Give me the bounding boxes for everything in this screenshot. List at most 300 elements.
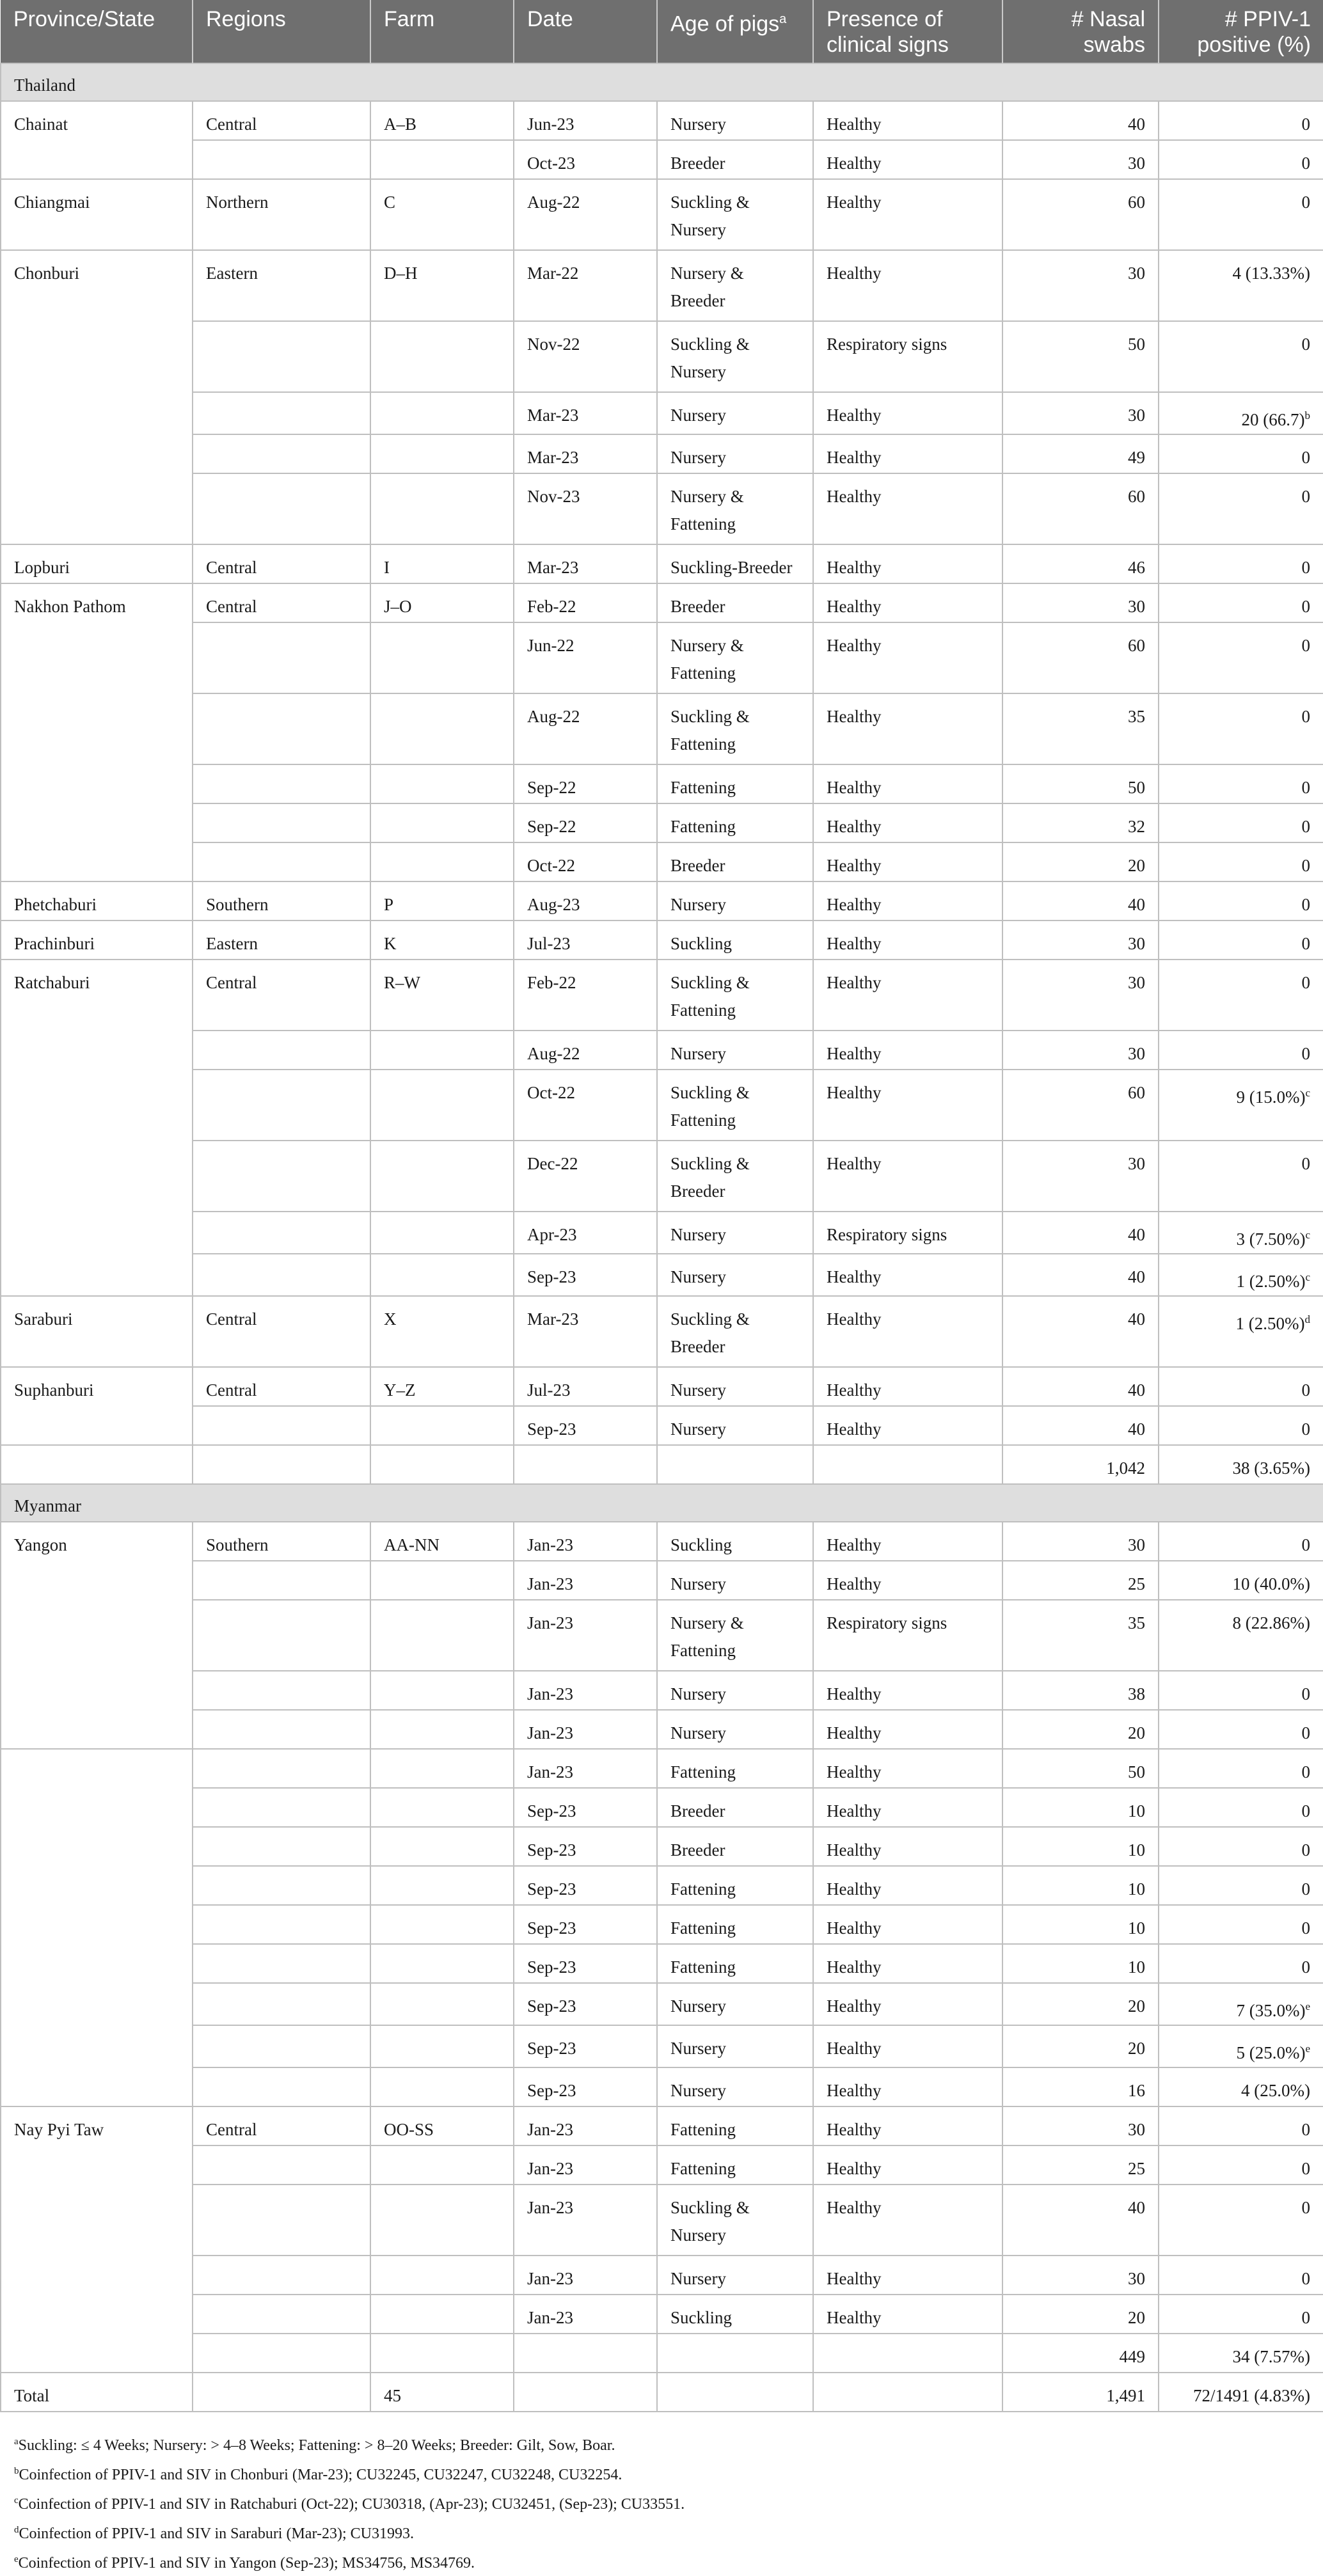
nasal-swabs-cell: 30 [1002,583,1159,622]
table-row [1,1212,1323,1254]
header-age [657,0,813,63]
farm-cell [370,1254,514,1296]
nasal-swabs-cell: 49 [1002,434,1159,473]
footnotes [0,2412,1323,2576]
farm-cell [370,1031,514,1070]
ppiv-positive-cell: 0 [1159,881,1323,921]
age-cell: Suckling & Fattening [657,960,813,1031]
clinical-signs-cell: Healthy [813,1983,1002,2025]
ppiv-positive-cell: 0 [1159,434,1323,473]
ppiv-positive-cell [1159,392,1323,434]
header-date: Date [514,0,657,63]
age-cell: Suckling [657,921,813,960]
age-cell: Suckling [657,1522,813,1561]
province-cell [1,1445,193,1484]
age-cell [657,2334,813,2373]
province-cell [1,140,193,179]
ppiv-positive-cell: 0 [1159,1671,1323,1710]
region-cell [193,1983,370,2025]
date-cell: Sep-22 [514,764,657,803]
ppiv-positive-cell: 0 [1159,960,1323,1031]
farm-cell [370,2145,514,2185]
ppiv-positive-cell: 0 [1159,2295,1323,2334]
ppiv-positive-cell: 0 [1159,1031,1323,1070]
province-cell: Phetchaburi [1,881,193,921]
clinical-signs-cell: Healthy [813,2025,1002,2067]
table-row [1,1671,1323,1710]
clinical-signs-cell: Healthy [813,583,1002,622]
province-cell [1,392,193,434]
nasal-swabs-cell: 30 [1002,140,1159,179]
farm-cell: OO-SS [370,2106,514,2145]
date-cell: Jan-23 [514,1522,657,1561]
farm-cell [370,1212,514,1254]
farm-cell [370,2185,514,2256]
clinical-signs-cell: Healthy [813,1031,1002,1070]
age-cell: Nursery [657,881,813,921]
region-cell [193,1788,370,1827]
table-row [1,1070,1323,1141]
total-region-cell [193,2373,370,2412]
age-cell: Nursery [657,1671,813,1710]
region-cell [193,321,370,392]
footnote [14,2488,1309,2517]
age-cell: Suckling [657,2295,813,2334]
nasal-swabs-cell: 50 [1002,764,1159,803]
clinical-signs-cell: Healthy [813,693,1002,764]
table-row [1,321,1323,392]
nasal-swabs-cell: 40 [1002,1254,1159,1296]
province-cell [1,1561,193,1600]
province-cell [1,1600,193,1671]
region-cell [193,2185,370,2256]
age-cell: Nursery [657,1561,813,1600]
ppiv-positive-cell: 0 [1159,1367,1323,1406]
ppiv-positive-cell: 0 [1159,1827,1323,1866]
table-row [1,392,1323,434]
clinical-signs-cell [813,1445,1002,1484]
footnote-mark: d [14,2525,19,2535]
region-cell [193,1827,370,1866]
region-cell [193,1600,370,1671]
date-cell: Jan-23 [514,2185,657,2256]
province-cell: Ratchaburi [1,960,193,1031]
clinical-signs-cell: Healthy [813,1905,1002,1944]
ppiv-positive-cell: 0 [1159,803,1323,842]
nasal-swabs-cell: 30 [1002,250,1159,321]
age-cell: Nursery [657,1254,813,1296]
province-cell [1,1031,193,1070]
ppiv-positive-cell [1159,1983,1323,2025]
farm-cell [370,2334,514,2373]
date-cell: Mar-22 [514,250,657,321]
table-row [1,2025,1323,2067]
region-cell [193,2334,370,2373]
header-age-label: Age of pigs [670,12,780,36]
header-province: Province/State [1,0,193,63]
nasal-swabs-cell: 40 [1002,1296,1159,1367]
clinical-signs-cell: Healthy [813,1254,1002,1296]
ppiv-positive-cell: 0 [1159,583,1323,622]
region-cell [193,764,370,803]
nasal-swabs-cell: 10 [1002,1944,1159,1983]
province-cell [1,434,193,473]
table-row [1,960,1323,1031]
age-cell: Suckling & Fattening [657,693,813,764]
region-cell: Southern [193,881,370,921]
region-cell: Northern [193,179,370,250]
table-row [1,1561,1323,1600]
region-cell: Eastern [193,250,370,321]
ppiv-positive-cell: 0 [1159,1866,1323,1905]
date-cell: Feb-22 [514,960,657,1031]
region-cell [193,2145,370,2185]
total-row [1,2373,1323,2412]
age-cell: Nursery [657,101,813,140]
age-cell: Fattening [657,803,813,842]
age-cell: Nursery [657,2067,813,2106]
province-cell [1,2145,193,2185]
date-cell: Jan-23 [514,1561,657,1600]
clinical-signs-cell: Healthy [813,960,1002,1031]
farm-cell [370,140,514,179]
nasal-swabs-cell: 30 [1002,2106,1159,2145]
clinical-signs-cell: Healthy [813,101,1002,140]
age-cell: Breeder [657,583,813,622]
table-row [1,1406,1323,1445]
table-row [1,1445,1323,1484]
age-cell: Nursery & Fattening [657,473,813,544]
nasal-swabs-cell: 60 [1002,622,1159,693]
date-cell: Nov-23 [514,473,657,544]
age-cell: Breeder [657,140,813,179]
age-cell: Nursery [657,1212,813,1254]
positive-value: 20 (66.7) [1241,410,1305,429]
region-cell: Central [193,583,370,622]
nasal-swabs-cell: 30 [1002,1522,1159,1561]
farm-cell [370,1141,514,1212]
farm-cell [370,1070,514,1141]
farm-cell [370,1788,514,1827]
farm-cell: C [370,179,514,250]
province-cell [1,1944,193,1983]
table-row [1,1141,1323,1212]
total-clinical-signs-cell [813,2373,1002,2412]
nasal-swabs-cell: 25 [1002,2145,1159,2185]
header-row [1,0,1323,63]
age-cell: Fattening [657,2145,813,2185]
clinical-signs-cell: Healthy [813,1866,1002,1905]
footnote-mark: c [1305,1087,1310,1099]
province-cell [1,1827,193,1866]
age-cell: Suckling & Nursery [657,179,813,250]
positive-value: 1 (2.50%) [1235,1314,1305,1333]
clinical-signs-cell: Healthy [813,1671,1002,1710]
farm-cell: R–W [370,960,514,1031]
farm-cell [370,1749,514,1788]
clinical-signs-cell: Healthy [813,473,1002,544]
farm-cell [370,434,514,473]
province-cell: Lopburi [1,544,193,583]
date-cell: Jul-23 [514,1367,657,1406]
date-cell: Sep-23 [514,1788,657,1827]
farm-cell [370,764,514,803]
farm-cell: I [370,544,514,583]
region-cell [193,2067,370,2106]
province-cell: Nay Pyi Taw [1,2106,193,2145]
age-cell: Nursery & Fattening [657,622,813,693]
age-cell [657,1445,813,1484]
ppiv-positive-cell: 4 (13.33%) [1159,250,1323,321]
age-cell: Nursery [657,1367,813,1406]
province-cell [1,1866,193,1905]
footnote-mark: e [1305,2043,1310,2055]
date-cell: Sep-23 [514,1406,657,1445]
clinical-signs-cell: Healthy [813,764,1002,803]
clinical-signs-cell: Healthy [813,881,1002,921]
age-cell: Nursery [657,2256,813,2295]
farm-cell [370,1561,514,1600]
farm-cell: AA-NN [370,1522,514,1561]
date-cell: Jan-23 [514,2145,657,2185]
ppiv-positive-cell: 10 (40.0%) [1159,1561,1323,1600]
table-row [1,101,1323,140]
table-row [1,842,1323,881]
ppiv-positive-cell: 0 [1159,2145,1323,2185]
total-nasal-swabs-cell: 1,491 [1002,2373,1159,2412]
province-cell [1,1749,193,1788]
footnote [14,2429,1309,2458]
region-cell [193,803,370,842]
table-row [1,1254,1323,1296]
clinical-signs-cell: Healthy [813,1710,1002,1749]
date-cell: Aug-22 [514,1031,657,1070]
clinical-signs-cell: Healthy [813,1406,1002,1445]
date-cell: Jan-23 [514,1710,657,1749]
farm-cell [370,842,514,881]
region-cell: Southern [193,1522,370,1561]
footnote-text: Coinfection of PPIV-1 and SIV in Chonburi (Mar-23); CU32245, CU32247, CU32248, CU32254. [19,2467,622,2483]
table-row [1,2067,1323,2106]
date-cell: Oct-23 [514,140,657,179]
table-row [1,1296,1323,1367]
ppiv-positive-cell [1159,2025,1323,2067]
age-cell: Nursery [657,392,813,434]
footnote-text: Coinfection of PPIV-1 and SIV in Ratchaburi (Oct-22); CU30318, (Apr-23); CU32451, (Sep-23); CU33551. [18,2496,685,2513]
footnote-mark: d [1304,1313,1310,1325]
nasal-swabs-cell: 1,042 [1002,1445,1159,1484]
age-cell: Fattening [657,1866,813,1905]
farm-cell: A–B [370,101,514,140]
footnote-mark: e [14,2554,19,2564]
total-province-cell: Total [1,2373,193,2412]
nasal-swabs-cell: 32 [1002,803,1159,842]
province-cell [1,1983,193,2025]
clinical-signs-cell: Healthy [813,1367,1002,1406]
footnote-mark: a [14,2437,19,2447]
header-nasal-swabs: # Nasal swabs [1002,0,1159,63]
age-cell: Fattening [657,1944,813,1983]
clinical-signs-cell: Healthy [813,2256,1002,2295]
farm-cell [370,1944,514,1983]
farm-cell [370,2025,514,2067]
section-label: Myanmar [1,1484,1323,1522]
table-row [1,434,1323,473]
region-cell: Central [193,1367,370,1406]
header-regions: Regions [193,0,370,63]
region-cell: Central [193,544,370,583]
ppiv-positive-cell: 0 [1159,842,1323,881]
clinical-signs-cell: Healthy [813,140,1002,179]
farm-cell [370,1600,514,1671]
footnote-mark: b [1304,409,1310,422]
clinical-signs-cell: Respiratory signs [813,1212,1002,1254]
nasal-swabs-cell: 16 [1002,2067,1159,2106]
region-cell [193,434,370,473]
clinical-signs-cell: Healthy [813,1749,1002,1788]
province-cell [1,1254,193,1296]
farm-cell [370,1905,514,1944]
farm-cell: P [370,881,514,921]
table-row [1,1710,1323,1749]
region-cell [193,1671,370,1710]
table-row [1,544,1323,583]
footnote-text: Suckling: ≤ 4 Weeks; Nursery: > 4–8 Weeks; Fattening: > 8–20 Weeks; Breeder: Gilt, Sow, Boar. [18,2437,615,2454]
date-cell: Jan-23 [514,1600,657,1671]
age-cell: Suckling & Nursery [657,2185,813,2256]
age-cell: Fattening [657,1749,813,1788]
total-age-cell [657,2373,813,2412]
table-row [1,1749,1323,1788]
province-cell: Prachinburi [1,921,193,960]
positive-value: 7 (35.0%) [1236,2001,1306,2020]
nasal-swabs-cell: 20 [1002,842,1159,881]
age-cell: Breeder [657,842,813,881]
footnote-mark: c [1305,1271,1310,1283]
date-cell [514,2334,657,2373]
footnote [14,2547,1309,2576]
region-cell [193,1710,370,1749]
region-cell [193,1749,370,1788]
date-cell: Jan-23 [514,1749,657,1788]
date-cell: Jan-23 [514,2295,657,2334]
age-cell: Suckling & Nursery [657,321,813,392]
date-cell: Jun-22 [514,622,657,693]
date-cell: Mar-23 [514,434,657,473]
clinical-signs-cell: Healthy [813,434,1002,473]
region-cell [193,1141,370,1212]
farm-cell: J–O [370,583,514,622]
table-row [1,1522,1323,1561]
ppiv-positive-cell: 0 [1159,1522,1323,1561]
section-row-thailand [1,63,1323,101]
nasal-swabs-cell: 38 [1002,1671,1159,1710]
nasal-swabs-cell: 60 [1002,473,1159,544]
province-cell [1,764,193,803]
nasal-swabs-cell: 10 [1002,1788,1159,1827]
ppiv-positive-cell: 0 [1159,622,1323,693]
nasal-swabs-cell: 30 [1002,1031,1159,1070]
positive-value: 9 (15.0%) [1236,1087,1306,1107]
province-cell [1,321,193,392]
clinical-signs-cell: Healthy [813,1827,1002,1866]
farm-cell: D–H [370,250,514,321]
table-body [1,63,1323,2412]
province-cell [1,1406,193,1445]
footnote [14,2458,1309,2488]
header-ppiv-positive: # PPIV-1 positive (%) [1159,0,1323,63]
nasal-swabs-cell: 35 [1002,693,1159,764]
nasal-swabs-cell: 20 [1002,2025,1159,2067]
farm-cell [370,2256,514,2295]
ppiv-positive-cell: 0 [1159,2106,1323,2145]
farm-cell [370,1710,514,1749]
region-cell [193,622,370,693]
ppiv-positive-cell: 0 [1159,1141,1323,1212]
farm-cell: K [370,921,514,960]
date-cell: Dec-22 [514,1141,657,1212]
ppiv-positive-cell: 0 [1159,1788,1323,1827]
province-cell [1,473,193,544]
ppiv-positive-cell: 0 [1159,544,1323,583]
farm-cell [370,2067,514,2106]
date-cell: Sep-23 [514,1944,657,1983]
province-cell [1,1671,193,1710]
region-cell [193,1254,370,1296]
table-row [1,1031,1323,1070]
age-cell: Nursery [657,1983,813,2025]
ppiv-positive-cell: 0 [1159,321,1323,392]
farm-cell [370,1827,514,1866]
header-age-footnote-mark: a [779,12,787,26]
date-cell: Aug-23 [514,881,657,921]
province-cell [1,622,193,693]
clinical-signs-cell: Healthy [813,2106,1002,2145]
table-row [1,764,1323,803]
clinical-signs-cell: Healthy [813,622,1002,693]
nasal-swabs-cell: 60 [1002,179,1159,250]
age-cell: Suckling & Fattening [657,1070,813,1141]
table-row [1,693,1323,764]
clinical-signs-cell: Healthy [813,250,1002,321]
region-cell [193,1031,370,1070]
date-cell: Sep-23 [514,2067,657,2106]
nasal-swabs-cell: 20 [1002,1983,1159,2025]
date-cell: Mar-23 [514,392,657,434]
province-cell [1,2185,193,2256]
table-row [1,473,1323,544]
region-cell [193,1866,370,1905]
table-row [1,2106,1323,2145]
clinical-signs-cell: Healthy [813,1788,1002,1827]
table-row [1,140,1323,179]
ppiv-positive-cell [1159,1212,1323,1254]
ppiv-positive-cell: 0 [1159,101,1323,140]
nasal-swabs-cell: 40 [1002,101,1159,140]
clinical-signs-cell: Healthy [813,1141,1002,1212]
positive-value: 5 (25.0%) [1236,2043,1306,2062]
table-row [1,250,1323,321]
nasal-swabs-cell: 30 [1002,392,1159,434]
age-cell: Suckling-Breeder [657,544,813,583]
table-row [1,921,1323,960]
date-cell [514,1445,657,1484]
farm-cell [370,1671,514,1710]
ppiv-positive-cell: 8 (22.86%) [1159,1600,1323,1671]
table-row [1,1367,1323,1406]
ppiv-positive-cell: 34 (7.57%) [1159,2334,1323,2373]
region-cell [193,2025,370,2067]
